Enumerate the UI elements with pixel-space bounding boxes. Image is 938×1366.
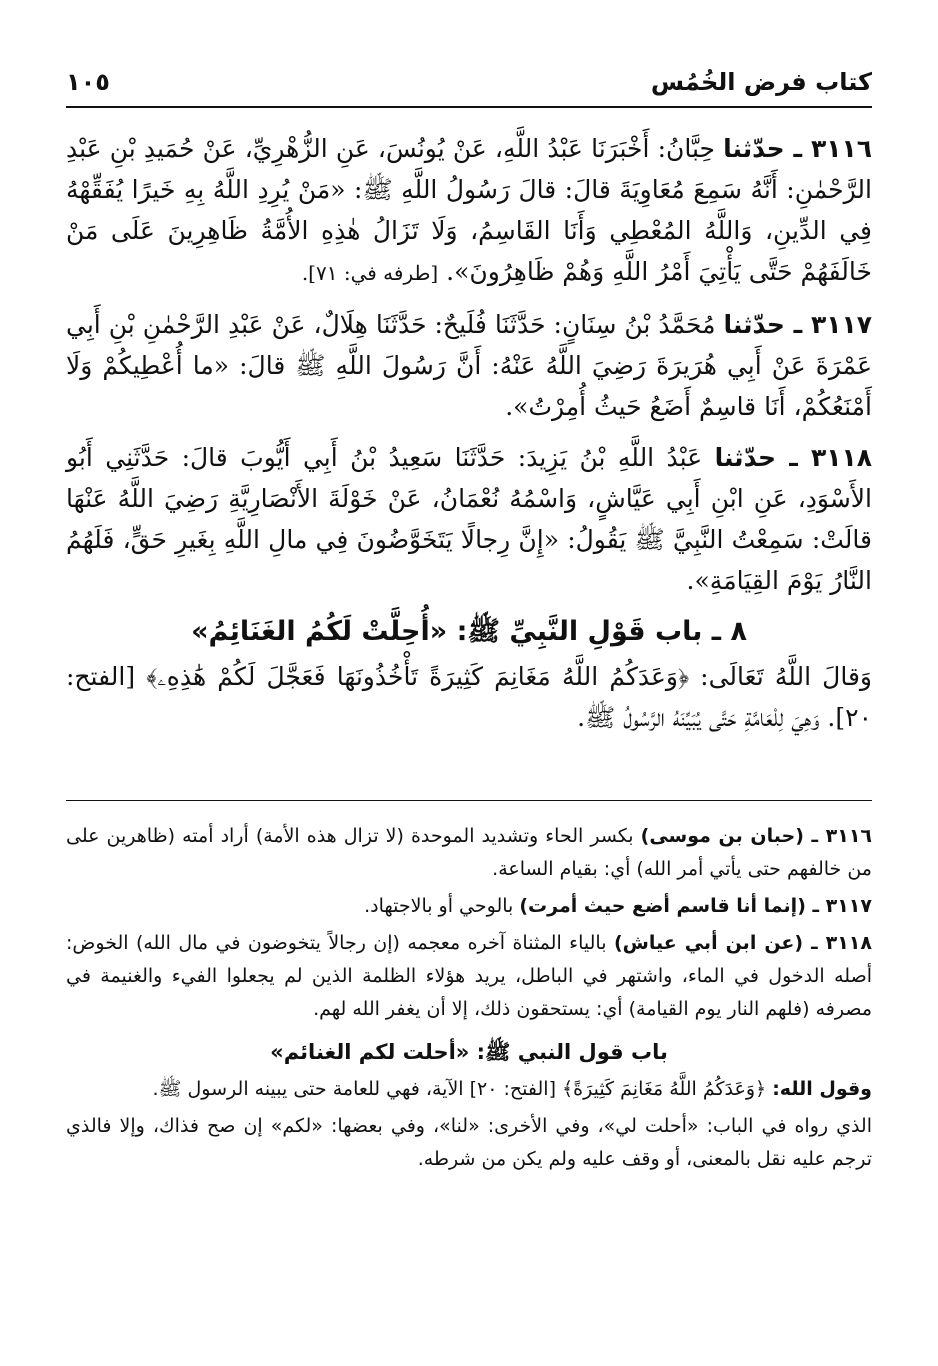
note-head: ٣١١٦ ـ (حبان بن موسى): [640, 825, 873, 847]
hadith-text: عَبْدُ اللَّهِ بْنُ يَزِيدَ: حَدَّثَنَا سَعِيدُ بْنُ أَبِي أَيُّوبَ قالَ: حَدَّثَنِي أَبُو الأَسْوَدِ، عَنِ ابْنِ أَبِي عَيَّاشٍ، وَاسْمُهُ نُعْمَانُ، عَنْ خَوْلَةَ الأَنْصَارِيَّةِ رَضِيَ اللَّهُ عَنْهَا قالَتْ: سَمِعْتُ النَّبِيَّ ﷺ يَقُولُ: «إِنَّ رِجالًا يَتَخَوَّضُونَ فِي مالِ اللَّهِ بِغَيرِ حَقٍّ، فَلَهُمُ النَّارُ يَوْمَ القِيَامَةِ».: [66, 443, 872, 595]
hadith-number: ٣١١٧ ـ حدّثنا: [723, 310, 873, 339]
page-number: ١٠٥: [66, 68, 110, 96]
hadith-3117: [66, 304, 872, 427]
footnote-divider: [66, 800, 872, 801]
chapter-title: ٨ ـ باب قَوْلِ النَّبِيِّ ﷺ: «أُحِلَّتْ لَكُمُ الغَنَائِمُ»: [191, 616, 747, 647]
note-3118: [66, 927, 872, 1026]
note-head: ٣١١٧ ـ (إنما أنا قاسم أضع حيث أمرت): [519, 895, 872, 917]
note-chapter-para1: [66, 1073, 872, 1106]
note-text: بالياء المثناة آخره معجمه (إن رجالاً يتخوضون في مال الله) الخوض: أصله الدخول في الماء، واشتهر في الباطل، يريد هؤلاء الظلمة الذين لم يجعلوا الفيء والغنيمة في مصرفه (فلهم النار يوم القيامة) أي: يستحقون ذلك، إلا أن يغفر الله لهم.: [66, 932, 872, 1020]
running-title: كتاب فرض الخُمُس: [650, 68, 872, 96]
note-chapter-para2: الذي رواه في الباب: «أحلت لي»، وفي الأخرى: «لنا»، وفي بعضها: «لكم» إن صح فذاك، وإلا فالذي ترجم عليه نقل بالمعنى، أو وقف عليه ولم يكن من شرطه.: [66, 1115, 872, 1170]
note-3117: [66, 890, 872, 923]
note-text: بكسر الحاء وتشديد الموحدة (لا تزال هذه الأمة) أراد أمته (ظاهرين على من خالفهم حتى يأتي أمر الله) أي: بقيام الساعة.: [66, 825, 872, 880]
note-head: وقول الله:: [772, 1078, 872, 1100]
hadith-number: ٣١١٨ ـ حدّثنا: [714, 443, 872, 472]
note-text: بالوحي أو بالاجتهاد.: [364, 895, 514, 917]
note-text: ﴿وَعَدَكُمُ اللَّهُ مَغَانِمَ كَثِيرَةً﴾ [الفتح: ٢٠] الآية، فهي للعامة حتى يبينه الرسول ﷺ.: [152, 1078, 767, 1100]
hadith-text: حِبَّانُ: أَخْبَرَنَا عَبْدُ اللَّهِ، عَنْ يُونُسَ، عَنِ الزُّهْرِيِّ، عَنْ حُمَيدِ بْنِ عَبْدِ الرَّحْمٰنِ: أَنَّهُ سَمِعَ مُعَاوِيَةَ قالَ: قالَ رَسُولُ اللَّهِ ﷺ: «مَنْ يُرِدِ اللَّهُ بِهِ خَيرًا يُفَقِّهْهُ فِي الدِّينِ، وَاللَّهُ المُعْطِي وَأَنَا القَاسِمُ، وَلَا تَزَالُ هٰذِهِ الأُمَّةُ ظَاهِرِينَ عَلَى مَنْ خَالَفَهُمْ حَتَّى يَأْتِيَ أَمْرُ اللَّهِ وَهُمْ ظَاهِرُونَ».: [66, 134, 872, 286]
chapter-text: وَقالَ اللَّهُ تَعَالَى: ﴿وَعَدَكُمُ اللَّهُ مَغَانِمَ كَثِيرَةً تَأْخُذُونَهَا فَعَجَّلَ لَكُمْ هَٰذِهِۦ﴾ [الفتح: ٢٠]. وَهِيَ لِلْعَامَّةِ حَتَّى يُبَيِّنَهُ الرَّسُولُ ﷺ.: [66, 662, 872, 732]
hadith-3118: [66, 437, 872, 601]
hadith-text: مُحَمَّدُ بْنُ سِنَانٍ: حَدَّثَنَا فُلَيحٌ: حَدَّثَنَا هِلَالٌ، عَنْ عَبْدِ الرَّحْمٰنِ بْنِ أَبِي عَمْرَةَ عَنْ أَبِي هُرَيرَةَ رَضِيَ اللَّهُ عَنْهُ: أَنَّ رَسُولَ اللَّهِ ﷺ قالَ: «ما أُعْطِيكُمْ وَلَا أَمْنَعُكُمْ، أَنَا قاسِمٌ أَضَعُ حَيثُ أُمِرْتُ».: [66, 310, 872, 421]
hadith-3116: [66, 128, 872, 294]
commentary: [66, 820, 872, 1180]
note-chapter-title: باب قول النبي ﷺ: «أحلت لكم الغنائم»: [270, 1040, 668, 1064]
note-head: ٣١١٨ ـ (عن ابن أبي عياش): [613, 932, 872, 954]
main-text: [66, 128, 872, 748]
note-3116: [66, 820, 872, 886]
hadith-number: ٣١١٦ ـ حدّثنا: [723, 134, 872, 163]
hadith-ref: [طرفه في: ٧١].: [301, 261, 439, 285]
page-header: [66, 66, 872, 108]
